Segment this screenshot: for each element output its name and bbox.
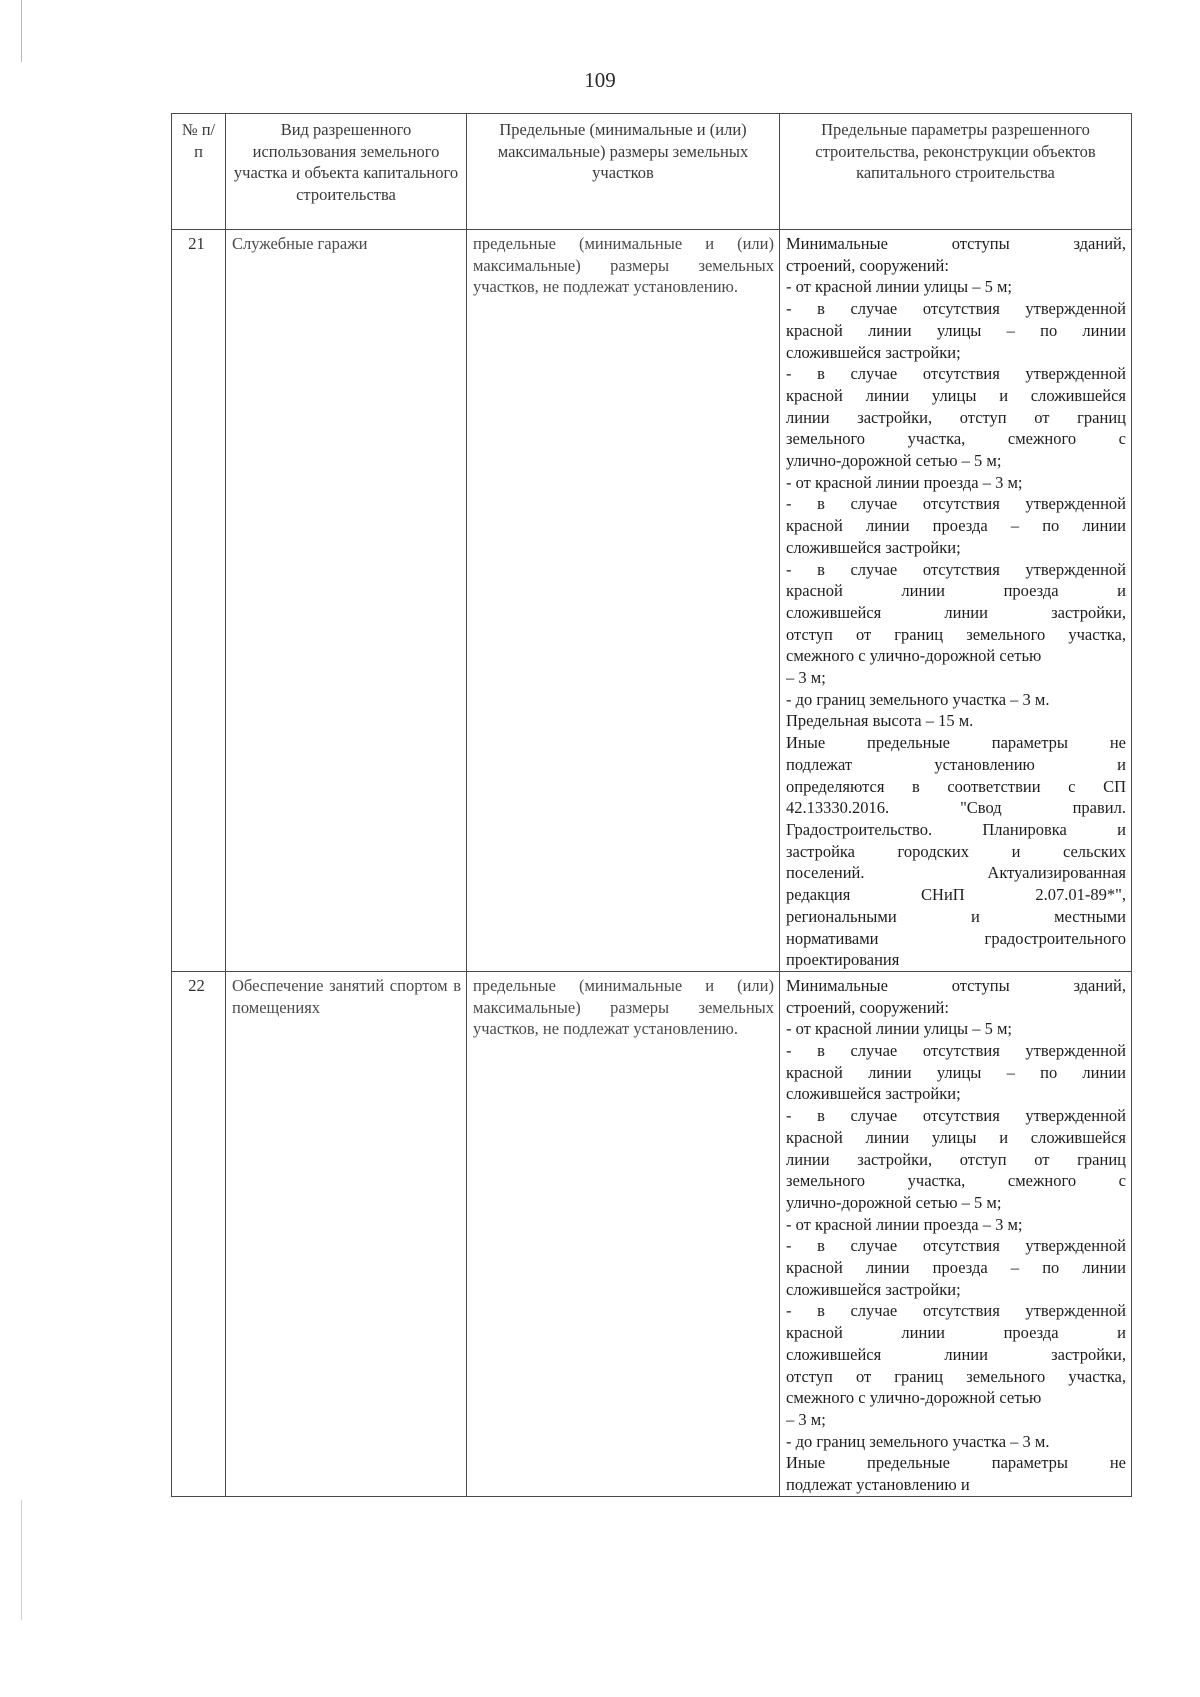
param-line: смежного с улично-дорожной сетью	[786, 646, 1042, 666]
param-line: улично-дорожной сетью – 5 м;	[786, 1192, 1002, 1212]
param-line: сложившейся застройки;	[786, 1279, 961, 1299]
param-line: региональными и местными	[786, 906, 1126, 926]
header-use-type: Вид разрешенного использования земельного участка и объекта капитального строительства	[226, 114, 467, 230]
param-line: застройка городских и сельских	[786, 841, 1126, 861]
param-line: - от красной линии проезда – 3 м;	[786, 1214, 1023, 1234]
param-line: Минимальные отступы зданий,	[786, 234, 1126, 253]
param-line: линии застройки, отступ от границ	[786, 1149, 1126, 1169]
param-line: – 3 м;	[786, 1409, 826, 1429]
scan-edge-line	[21, 0, 22, 62]
row-number: 22	[172, 971, 226, 1496]
param-line: - от красной линии проезда – 3 м;	[786, 472, 1023, 492]
regulations-table	[171, 113, 1132, 1497]
param-line: Иные предельные параметры не	[786, 733, 1126, 753]
header-build-params: Предельные параметры разрешенного строительства, реконструкции объектов капитального строительства	[780, 114, 1132, 230]
param-line: красной линии улицы – по линии	[786, 1062, 1126, 1082]
scan-edge-line	[21, 1500, 22, 1620]
param-line: сложившейся линии застройки,	[786, 1344, 1126, 1364]
row-build-params	[780, 971, 1132, 1496]
param-line: строений, сооружений:	[786, 997, 949, 1017]
row-number: 21	[172, 230, 226, 972]
params-list	[786, 233, 1126, 971]
row-plot-size: предельные (минимальные и (или) максимальные) размеры земельных участков, не подлежат установлению.	[467, 230, 780, 972]
param-line: красной линии проезда – по линии	[786, 1258, 1126, 1278]
param-line: редакция СНиП 2.07.01-89*",	[786, 885, 1126, 905]
param-line: - в случае отсутствия утвержденной	[786, 1106, 1126, 1126]
param-line: 42.13330.2016. "Свод правил.	[786, 798, 1126, 818]
param-line: строений, сооружений:	[786, 255, 949, 275]
table-header-row	[172, 114, 1132, 230]
param-line: - в случае отсутствия утвержденной	[786, 559, 1126, 579]
param-line: подлежат установлению и	[786, 1475, 970, 1495]
param-line: смежного с улично-дорожной сетью	[786, 1388, 1042, 1408]
param-line: - в случае отсутствия утвержденной	[786, 364, 1126, 384]
param-line: красной линии проезда – по линии	[786, 516, 1126, 536]
param-line: Градостроительство. Планировка и	[786, 819, 1126, 839]
param-line: улично-дорожной сетью – 5 м;	[786, 451, 1002, 471]
param-line: Иные предельные параметры не	[786, 1453, 1126, 1473]
param-line: земельного участка, смежного с	[786, 1171, 1126, 1191]
param-line: сложившейся линии застройки,	[786, 602, 1126, 622]
param-line: - в случае отсутствия утвержденной	[786, 1041, 1126, 1061]
param-line: сложившейся застройки;	[786, 537, 961, 557]
param-line: - от красной линии улицы – 5 м;	[786, 277, 1013, 297]
param-line: нормативами градостроительного	[786, 928, 1126, 948]
param-line: - до границ земельного участка – 3 м.	[786, 689, 1050, 709]
param-line: сложившейся застройки;	[786, 1084, 961, 1104]
params-list	[786, 975, 1126, 1496]
param-line: - в случае отсутствия утвержденной	[786, 494, 1126, 514]
param-line: земельного участка, смежного с	[786, 429, 1126, 449]
param-line: подлежат установлению и	[786, 754, 1126, 774]
header-plot-size: Предельные (минимальные и (или) максимальные) размеры земельных участков	[467, 114, 780, 230]
param-line: красной линии улицы – по линии	[786, 320, 1126, 340]
param-line: проектирования	[786, 950, 900, 970]
param-line: сложившейся застройки;	[786, 342, 961, 362]
table-row	[172, 971, 1132, 1496]
param-line: Минимальные отступы зданий,	[786, 975, 1126, 995]
param-line: – 3 м;	[786, 668, 826, 688]
param-line: отступ от границ земельного участка,	[786, 1366, 1126, 1386]
header-number: № п/п	[172, 114, 226, 230]
param-line: - до границ земельного участка – 3 м.	[786, 1431, 1050, 1451]
row-build-params	[780, 230, 1132, 972]
row-plot-size: предельные (минимальные и (или) максимальные) размеры земельных участков, не подлежат установлению.	[467, 971, 780, 1496]
param-line: - от красной линии улицы – 5 м;	[786, 1019, 1013, 1039]
param-line: красной линии проезда и	[786, 1323, 1126, 1343]
param-line: линии застройки, отступ от границ	[786, 407, 1126, 427]
param-line: красной линии улицы и сложившейся	[786, 385, 1126, 405]
table-row	[172, 230, 1132, 972]
param-line: красной линии проезда и	[786, 581, 1126, 601]
row-use-type: Служебные гаражи	[226, 230, 467, 972]
param-line: поселений. Актуализированная	[786, 863, 1126, 883]
param-line: - в случае отсутствия утвержденной	[786, 299, 1126, 319]
param-line: Предельная высота – 15 м.	[786, 711, 974, 731]
page-number: 109	[584, 68, 616, 92]
param-line: - в случае отсутствия утвержденной	[786, 1301, 1126, 1321]
param-line: определяются в соответствии с СП	[786, 776, 1126, 796]
param-line: - в случае отсутствия утвержденной	[786, 1236, 1126, 1256]
param-line: красной линии улицы и сложившейся	[786, 1127, 1126, 1147]
param-line: отступ от границ земельного участка,	[786, 624, 1126, 644]
row-use-type: Обеспечение занятий спортом в помещениях	[226, 971, 467, 1496]
